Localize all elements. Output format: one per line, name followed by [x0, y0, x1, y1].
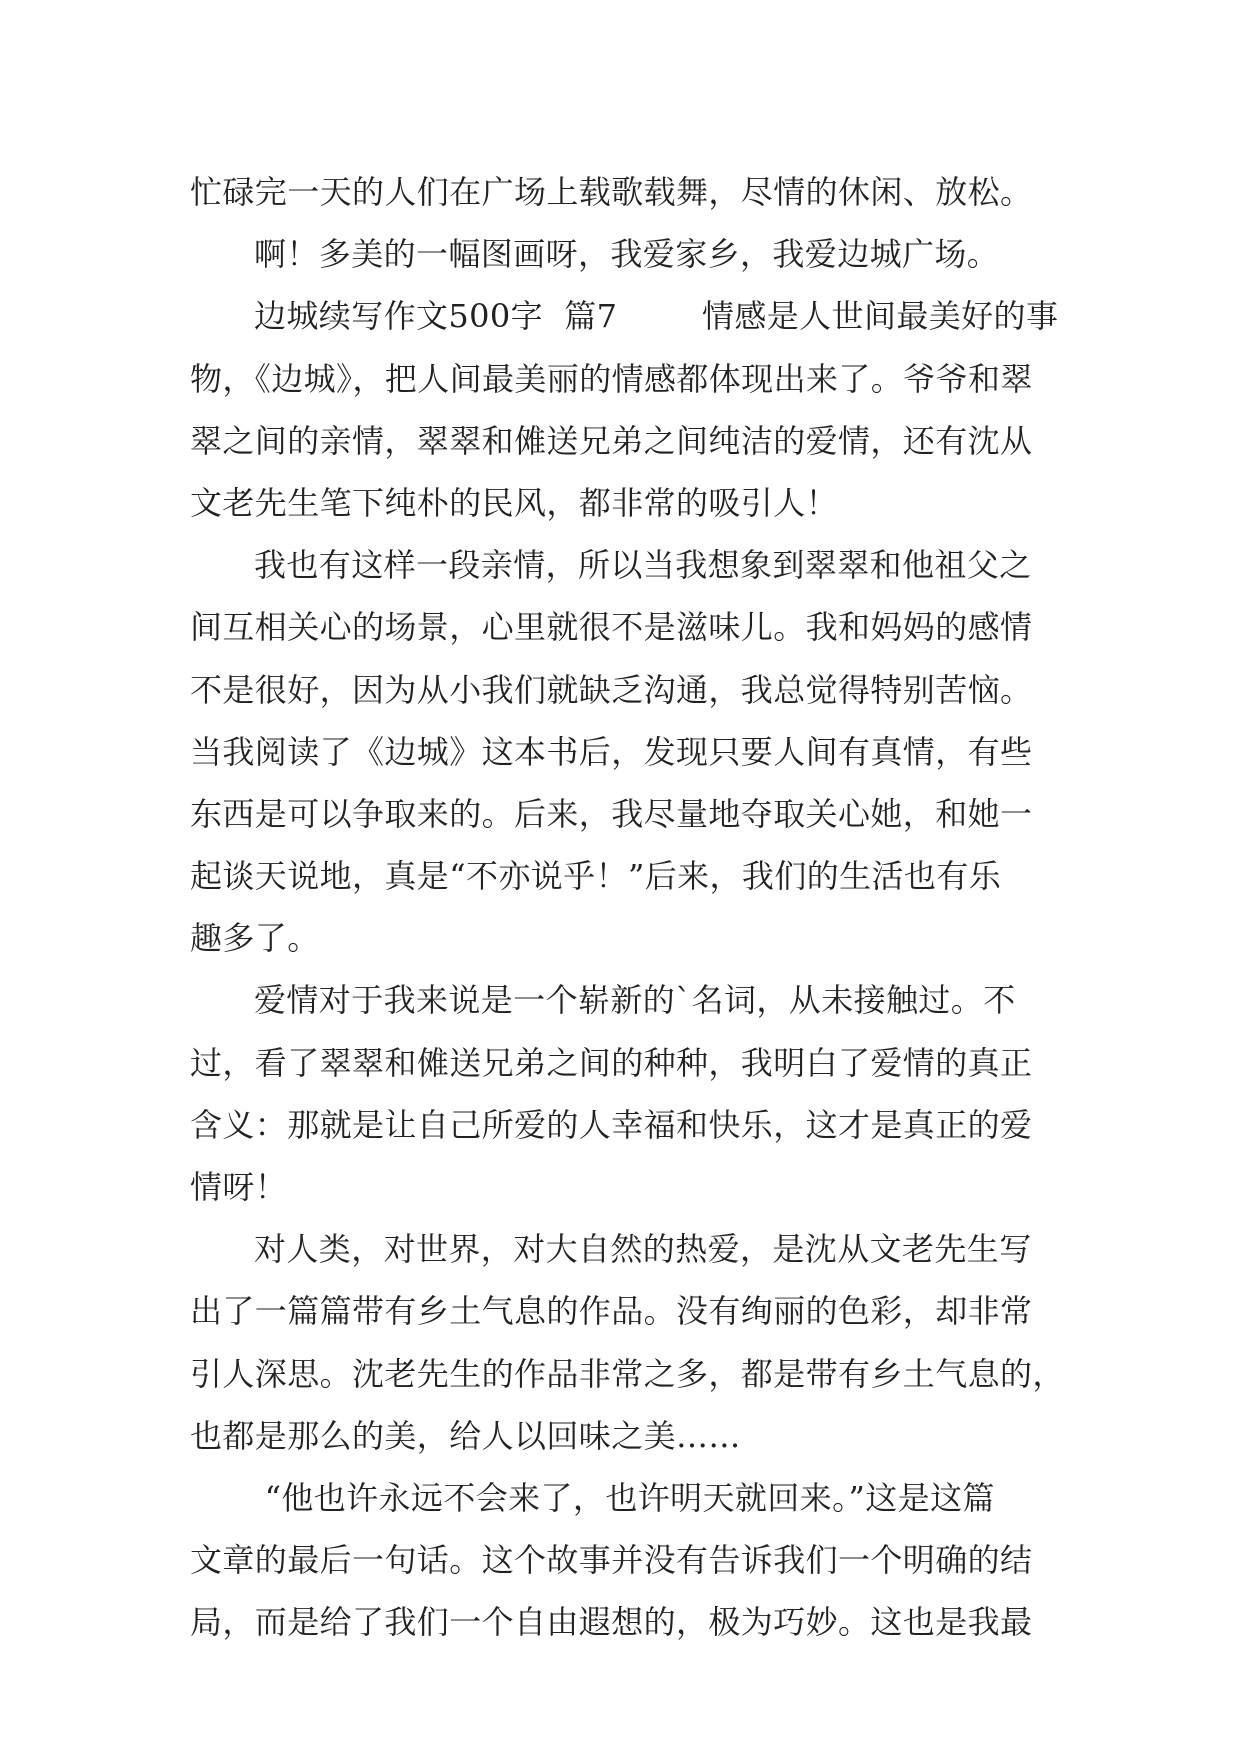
- text-line: 起谈天说地，真是“不亦说乎！”后来，我们的生活也有乐: [190, 857, 1002, 896]
- text-line: 爱情对于我来说是一个崭新的`名词，从未接触过。不: [254, 981, 1016, 1020]
- text-line: 含义：那就是让自己所爱的人幸福和快乐，这才是真正的爱: [190, 1105, 1033, 1144]
- text-line: 当我阅读了《边城》这本书后，发现只要人间有真情，有些: [190, 732, 1033, 771]
- text-line: 文章的最后一句话。这个故事并没有告诉我们一个明确的结: [190, 1541, 1033, 1580]
- text-line: 东西是可以争取来的。后来，我尽量地夺取关心她，和她一: [190, 794, 1033, 833]
- text-line: 局，而是给了我们一个自由遐想的，极为巧妙。这也是我最: [190, 1603, 1033, 1642]
- text-line: 边城续写作文500字 篇7 情感是人世间最美好的事: [254, 297, 1059, 336]
- text-line: 间互相关心的场景，心里就很不是滋味儿。我和妈妈的感情: [190, 608, 1033, 647]
- text-line: 情呀！: [190, 1168, 288, 1206]
- text-line: 翠之间的亲情，翠翠和傩送兄弟之间纯洁的爱情，还有沈从: [190, 421, 1033, 460]
- essay-body: [190, 161, 1070, 1654]
- text-line: 啊！多美的一幅图画呀，我爱家乡，我爱边城广场。: [254, 235, 1000, 274]
- text-line: 我也有这样一段亲情，所以当我想象到翠翠和他祖父之: [254, 546, 1032, 585]
- text-line: 不是很好，因为从小我们就缺乏沟通，我总觉得特别苦恼。: [190, 670, 1033, 709]
- text-line: 出了一篇篇带有乡土气息的作品。没有绚丽的色彩，却非常: [190, 1292, 1033, 1331]
- text-line: 引人深思。沈老先生的作品非常之多，都是带有乡土气息的，: [190, 1354, 1065, 1393]
- text-line: “他也许永远不会来了，也许明天就回来。”这是这篇: [254, 1478, 995, 1517]
- text-line: 也都是那么的美，给人以回味之美……: [190, 1416, 741, 1455]
- text-line: 趣多了。: [190, 919, 320, 958]
- text-line: 过，看了翠翠和傩送兄弟之间的种种，我明白了爱情的真正: [190, 1043, 1033, 1082]
- text-line: 文老先生笔下纯朴的民风，都非常的吸引人！: [190, 483, 839, 522]
- text-line: 对人类，对世界，对大自然的热爱，是沈从文老先生写: [254, 1230, 1032, 1269]
- text-line: 物，《边城》，把人间最美丽的情感都体现出来了。爷爷和翠: [190, 359, 1033, 398]
- text-line: 忙碌完一天的人们在广场上载歌载舞，尽情的休闲、放松。: [190, 173, 1033, 211]
